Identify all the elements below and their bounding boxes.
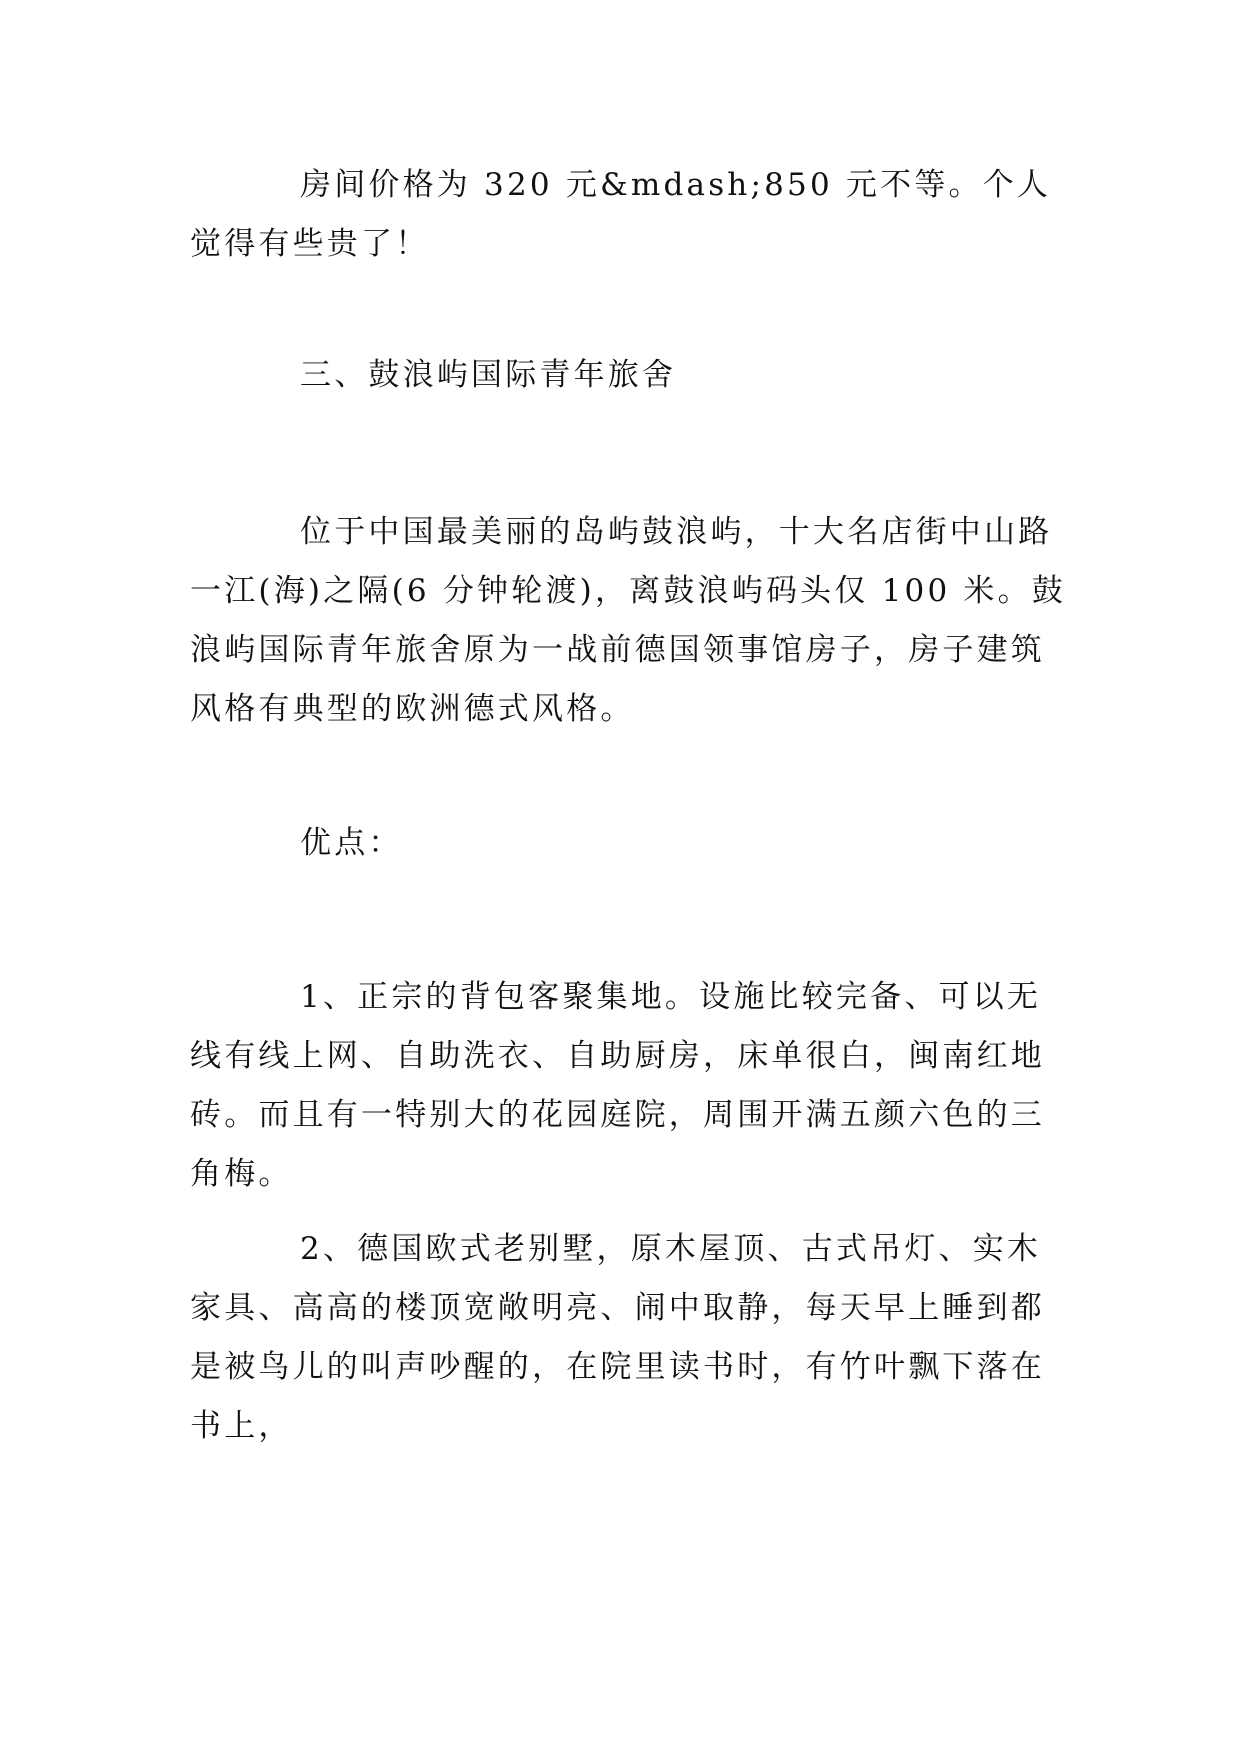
section-heading-gulangyu-hostel: 三、鼓浪屿国际青年旅舍 [300, 357, 677, 393]
advantages-heading: 优点： [300, 825, 403, 861]
advantage-item-2: 2、德国欧式老别墅，原木屋顶、古式吊灯、实木家具、高高的楼顶宽敞明亮、闹中取静，每天早上睡到都是被鸟儿的叫声吵醒的，在院里读书时，有竹叶飘下落在书上， [190, 1231, 1045, 1444]
paragraph-room-price: 房间价格为 320 元&mdash;850 元不等。个人觉得有些贵了！ [190, 167, 1052, 262]
advantage-item-1: 1、正宗的背包客聚集地。设施比较完备、可以无线有线上网、自助洗衣、自助厨房，床单很白，闽南红地砖。而且有一特别大的花园庭院，周围开满五颜六色的三角梅。 [190, 979, 1045, 1192]
paragraph-location: 位于中国最美丽的岛屿鼓浪屿，十大名店街中山路一江(海)之隔(6 分钟轮渡)，离鼓浪屿码头仅 100 米。鼓浪屿国际青年旅舍原为一战前德国领事馆房子，房子建筑风格有典型的欧洲德式风格。 [190, 514, 1067, 727]
